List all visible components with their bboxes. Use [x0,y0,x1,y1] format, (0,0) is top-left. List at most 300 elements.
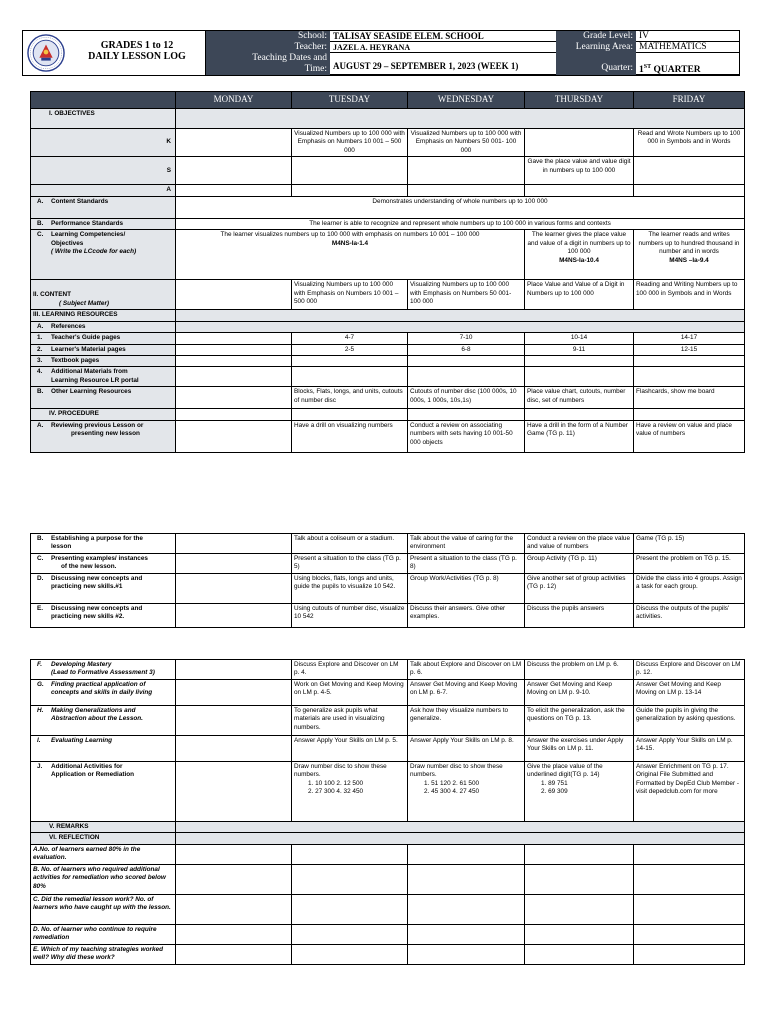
content-tuesday: Visualizing Numbers up to 100 000 with Emphasis on Numbers 10 001 – 500 000 [292,280,408,310]
additional-materials-line2: Learning Resource LR portal [51,376,139,384]
concepts-1-label [31,574,176,604]
s-friday [634,157,745,185]
competencies-label [31,230,176,280]
mastery-tuesday: Discuss Explore and Discover on LM p. 4. [292,660,408,680]
learning-resources-row [31,310,745,321]
additional-materials-number: 4. [37,368,43,376]
additional-activities-row [31,762,745,822]
reflection-b-tuesday [292,864,408,894]
references-row [31,321,745,332]
review-label [31,420,176,452]
lm-friday: 12-15 [634,344,745,355]
quarter-number: 1 [639,65,644,76]
reflection-d-thursday [525,924,634,944]
concepts-2-monday [176,604,292,628]
reflection-a-wednesday [408,844,525,864]
concepts-1-letter: D. [37,575,44,582]
additional-activities-wednesday-item2: 2. 45 300 4. 27 450 [424,788,480,796]
additional-activities-wednesday [408,762,525,822]
procedure-row [31,409,745,420]
competency-friday [634,230,745,280]
generalization-wednesday: Ask how they visualize numbers to generalize. [408,706,525,736]
mastery-wednesday: Talk about Explore and Discover on LM p. 6. [408,660,525,680]
content-friday: Reading and Writing Numbers up to 100 000 in Symbols and in Words [634,280,745,310]
learning-area-label: Learning Area: [556,42,636,53]
tg-tuesday: 4-7 [292,333,408,344]
examples-line2: of the new lesson. [61,563,117,571]
performance-standards-label [31,218,176,229]
reflection-a-label: A.No. of learners earned 80% in the evaluation. [31,844,176,864]
learners-material-label [31,344,176,355]
application-wednesday: Answer Get Moving and Keep Moving on LM p. 6-7. [408,680,525,706]
competency-thursday [525,230,634,280]
additional-activities-friday-note: Original File Submitted and Formatted by DepEd Club Member - visit depedclub.com for more [636,771,739,796]
day-friday: FRIDAY [634,92,745,109]
quarter-value [636,53,740,75]
mastery-friday: Discuss Explore and Discover on LM p. 12. [634,660,745,680]
content-label [31,280,176,310]
additional-activities-tuesday-item2: 2. 27 300 4. 32 450 [308,788,364,796]
tb-monday [176,355,292,366]
additional-activities-wednesday-text: Draw number disc to show these numbers. [410,763,503,779]
other-resources-title: Other Learning Resources [51,388,132,396]
other-resources-row [31,387,745,409]
reflection-e-label: E. Which of my teaching strategies worked well? Why did these work? [31,944,176,964]
objective-k-label: K [31,128,176,156]
reflection-d-wednesday [408,924,525,944]
purpose-wednesday: Talk about the value of caring for the environment [408,534,525,554]
learning-resources-fill [176,310,745,321]
remarks-row [31,822,745,833]
examples-tuesday: Present a situation to the class (TG p. 5) [292,554,408,574]
additional-activities-letter: J. [37,763,43,770]
competencies-letter: C. [37,231,44,239]
reflection-d-monday [176,924,292,944]
a-monday [176,185,292,196]
additional-materials-title [51,368,139,385]
reflection-row [31,833,745,844]
examples-monday [176,554,292,574]
objectives-heading: I. OBJECTIVES [31,108,176,128]
generalization-tuesday: To generalize ask pupils what materials are used in visualizing numbers. [292,706,408,736]
lesson-log-table-3 [30,659,745,965]
concepts-1-line2: practicing new skills.#1 [51,583,123,591]
additional-activities-tuesday [292,762,408,822]
content-standards-letter: A. [37,197,44,205]
learners-material-number: 2. [37,345,43,353]
examples-line1: Presenting examples/ instances [51,555,148,562]
concepts-2-label [31,604,176,628]
reflection-b-row [31,864,745,894]
reflection-b-friday [634,864,745,894]
review-row [31,420,745,452]
additional-activities-line2: Application or Remediation [51,771,135,779]
performance-standards-value: The learner is able to recognize and represent whole numbers up to 100 000 in various forms and contexts [176,218,745,229]
objective-s-row [31,157,745,185]
content-wednesday: Visualizing Numbers up to 100 000 with Emphasis on Numbers 50 001- 100 000 [408,280,525,310]
teacher-label: Teacher: [206,42,330,53]
application-thursday: Answer Get Moving and Keep Moving on LM p. 9-10. [525,680,634,706]
teachers-guide-row [31,333,745,344]
dates-label-line2: Time: [304,64,327,74]
tb-tuesday [292,355,408,366]
examples-wednesday: Present a situation to the class (TG p. 8) [408,554,525,574]
evaluation-label [31,736,176,762]
additional-activities-thursday-item2: 2. 69 309 [541,788,568,796]
reflection-a-thursday [525,844,634,864]
day-tuesday: TUESDAY [292,92,408,109]
other-resources-letter: B. [37,388,44,396]
a-thursday [525,185,634,196]
reflection-c-friday [634,894,745,924]
proc-thursday [525,409,634,420]
content-monday [176,280,292,310]
concepts-2-friday: Discuss the outputs of the pupils' activities. [634,604,745,628]
examples-row [31,554,745,574]
title-daily-lesson-log: DAILY LESSON LOG [88,51,186,62]
mastery-row [31,660,745,680]
concepts-2-tuesday: Using cutouts of number disc, visualize 10 542 [292,604,408,628]
objectives-fill [176,108,745,128]
purpose-title [51,535,143,552]
objective-a-label: A [31,185,176,196]
concepts-2-line2: practicing new skills #2. [51,613,125,621]
objective-k-row [31,128,745,156]
examples-friday: Present the problem on TG p. 15. [634,554,745,574]
other-resources-label [31,387,176,409]
concepts-2-letter: E. [37,605,44,612]
additional-activities-friday [634,762,745,822]
content-standards-value: Demonstrates understanding of whole numbers up to 100 000 [176,196,745,218]
reflection-c-monday [176,894,292,924]
performance-standards-letter: B. [37,219,44,227]
review-wednesday: Conduct a review on associating numbers with sets having 10 001-50 000 objects [408,420,525,452]
reflection-e-thursday [525,944,634,964]
reflection-e-wednesday [408,944,525,964]
competencies-line3: ( Write the LCcode for each) [51,248,137,256]
lm-tuesday: 2-5 [292,344,408,355]
k-monday [176,128,292,156]
objective-a-row [31,185,745,196]
lm-monday [176,344,292,355]
content-thursday: Place Value and Value of a Digit in Numbers up to 100 000 [525,280,634,310]
competency-mon-wed-code: M4NS-Ia-1.4 [331,239,369,247]
mastery-letter: F. [37,661,42,668]
application-friday: Answer Get Moving and Keep Moving on LM p. 13-14 [634,680,745,706]
application-tuesday: Work on Get Moving and Keep Moving on LM p. 4-5. [292,680,408,706]
competency-mon-wed-text: The learner visualizes numbers up to 100 000 with emphasis on numbers 10 001 – 100 000 [220,231,480,239]
reflection-b-wednesday [408,864,525,894]
add-thursday [525,367,634,387]
examples-thursday: Group Activity (TG p. 11) [525,554,634,574]
additional-activities-friday-text: Answer Enrichment on TG p. 17. [636,763,729,770]
quarter-label: Quarter: [556,53,636,75]
proc-wednesday [408,409,525,420]
evaluation-title: Evaluating Learning [51,737,113,744]
reflection-b-thursday [525,864,634,894]
s-thursday: Gave the place value and value digit in numbers up to 100 000 [525,157,634,185]
reflection-e-tuesday [292,944,408,964]
procedure-heading: IV. PROCEDURE [31,409,176,420]
reflection-c-label: C. Did the remedial lesson work? No. of learners who have caught up with the lesson. [31,894,176,924]
competency-friday-text: The learner reads and writes numbers up to hundred thousand in number and in words [638,231,740,256]
day-header-row [31,92,745,109]
content-standards-title: Content Standards [51,197,109,205]
reflection-b-monday [176,864,292,894]
grade-level-label: Grade Level: [556,31,636,42]
lm-wednesday: 6-8 [408,344,525,355]
review-tuesday: Have a drill on visualizing numbers [292,420,408,452]
s-wednesday [408,157,525,185]
reflection-a-tuesday [292,844,408,864]
learners-material-row [31,344,745,355]
lesson-log-header [22,30,740,76]
tb-thursday [525,355,634,366]
dates-label [206,53,330,75]
mastery-line2: (Lead to Formative Assessment 3) [51,669,155,677]
reflection-a-monday [176,844,292,864]
textbook-number: 3. [37,356,43,364]
s-monday [176,157,292,185]
competencies-row [31,230,745,280]
other-thursday: Place value chart, cutouts, number disc, set of numbers [525,387,634,409]
additional-activities-thursday-text: Give the place value of the underlined digit(TG p. 14) [527,763,603,779]
additional-activities-thursday [525,762,634,822]
teacher-value: JAZEL A. HEYRANA [330,42,556,53]
references-title: References [51,322,86,330]
day-monday: MONDAY [176,92,292,109]
k-wednesday: Visualized Numbers up to 100 000 with Emphasis on Numbers 50 001- 100 000 [408,128,525,156]
lesson-log-table-2 [30,533,745,628]
additional-activities-monday [176,762,292,822]
additional-activities-line1: Additional Activities for [51,763,123,770]
proc-monday [176,409,292,420]
textbook-title: Textbook pages [51,356,100,364]
evaluation-letter: I. [37,737,41,744]
application-label [31,680,176,706]
application-row [31,680,745,706]
mastery-thursday: Discuss the problem on LM p. 6. [525,660,634,680]
additional-activities-tuesday-item1: 1. 10 100 2. 12 500 [308,779,364,787]
review-line1: Reviewing previous Lesson or [51,421,144,429]
content-standards-label [31,196,176,218]
concepts-1-row [31,574,745,604]
reflection-d-row [31,924,745,944]
competency-thursday-code: M4NS-Ia-10.4 [559,256,599,264]
generalization-row [31,706,745,736]
learning-area-value: MATHEMATICS [636,42,740,53]
purpose-tuesday: Talk about a coliseum or a stadium. [292,534,408,554]
concepts-1-line1: Discussing new concepts and [51,575,143,582]
purpose-line1: Establishing a purpose for the [51,535,143,542]
reflection-e-friday [634,944,745,964]
content-subheading: ( Subject Matter) [59,299,110,307]
dates-label-line1: Teaching Dates and [252,53,327,63]
application-letter: G. [37,681,44,688]
review-letter: A. [37,421,44,429]
reflection-c-wednesday [408,894,525,924]
school-value: TALISAY SEASIDE ELEM. SCHOOL [330,31,556,42]
generalization-thursday: To elicit the generalization, ask the questions on TG p. 13. [525,706,634,736]
concepts-2-line1: Discussing new concepts and [51,605,143,612]
a-wednesday [408,185,525,196]
purpose-line2: lesson [51,543,72,551]
examples-letter: C. [37,555,44,562]
lm-thursday: 9-11 [525,344,634,355]
objective-s-label: S [31,157,176,185]
competency-mon-wed [176,230,525,280]
competencies-title [51,231,136,256]
performance-standards-row [31,218,745,229]
competency-thursday-text: The learner gives the place value and value of a digit in numbers up to 100 000 [527,231,631,256]
mastery-line1: Developing Mastery [51,661,112,668]
k-thursday [525,128,634,156]
review-line2: presenting new lesson [71,430,140,438]
title-grades: GRADES 1 to 12 [100,40,174,51]
s-tuesday [292,157,408,185]
additional-activities-wednesday-item1: 1. 51 120 2. 61 500 [424,779,480,787]
tb-wednesday [408,355,525,366]
review-title [51,422,143,439]
application-title [51,681,152,698]
concepts-2-row [31,604,745,628]
competencies-line2: Objectives [51,239,84,247]
textbook-row [31,355,745,366]
evaluation-friday: Answer Apply Your Skills on LM p. 14-15. [634,736,745,762]
remarks-heading: V. REMARKS [31,822,176,833]
concepts-1-tuesday: Using blocks, flats, longs and units, guide the pupils to visualize 10 542. [292,574,408,604]
purpose-label [31,534,176,554]
additional-materials-line1: Additional Materials from [51,368,128,376]
references-fill [176,321,745,332]
generalization-letter: H. [37,707,44,714]
reflection-d-label: D. No. of learner who continue to require remediation [31,924,176,944]
purpose-row [31,534,745,554]
concepts-1-friday: Divide the class into 4 groups. Assign a task for each group. [634,574,745,604]
lesson-log-table-1 [30,91,745,453]
reflection-fill [176,833,745,844]
reflection-a-friday [634,844,745,864]
additional-activities-tuesday-text: Draw number disc to show these numbers. [294,763,387,779]
competencies-line1: Learning Competencies/ [51,231,126,239]
teachers-guide-number: 1. [37,334,43,342]
tg-wednesday: 7-10 [408,333,525,344]
day-thursday: THURSDAY [525,92,634,109]
add-tuesday [292,367,408,387]
references-letter: A. [37,322,44,330]
reflection-heading: VI. REFLECTION [31,833,176,844]
competency-friday-code: M4NS –Ia-9.4 [669,256,709,264]
reflection-c-row [31,894,745,924]
concepts-1-wednesday: Group Work/Activities (TG p. 8) [408,574,525,604]
generalization-label [31,706,176,736]
a-tuesday [292,185,408,196]
remarks-fill [176,822,745,833]
concepts-1-thursday: Give another set of group activities (TG p. 12) [525,574,634,604]
evaluation-wednesday: Answer Apply Your Skills on LM p. 8. [408,736,525,762]
mastery-label [31,660,176,680]
concepts-2-title [51,605,142,622]
a-friday [634,185,745,196]
other-tuesday: Blocks, Flats, longs, and units, cutouts of number disc [292,387,408,409]
purpose-monday [176,534,292,554]
additional-materials-row [31,367,745,387]
content-standards-row [31,196,745,218]
examples-label [31,554,176,574]
review-thursday: Have a drill in the form of a Number Game (TG p. 11) [525,420,634,452]
reflection-d-friday [634,924,745,944]
additional-activities-thursday-item1: 1. 89 751 [541,779,568,787]
learning-resources-heading: III. LEARNING RESOURCES [31,310,176,321]
add-monday [176,367,292,387]
k-friday: Read and Wrote Numbers up to 100 000 in Symbols and in Words [634,128,745,156]
school-label: School: [206,31,330,42]
proc-friday [634,409,745,420]
dates-value: AUGUST 29 – SEPTEMBER 1, 2023 (WEEK 1) [330,53,556,75]
application-line1: Finding practical application of [51,681,146,688]
tg-monday [176,333,292,344]
other-friday: Flashcards, show me board [634,387,745,409]
other-wednesday: Cutouts of number disc (100 000s, 10 000s, 1 000s, 10s,1s) [408,387,525,409]
review-monday [176,420,292,452]
corner-cell [31,92,176,109]
application-line2: concepts and skills in daily living [51,689,153,697]
reflection-d-tuesday [292,924,408,944]
teachers-guide-label [31,333,176,344]
performance-standards-title: Performance Standards [51,219,124,227]
tg-thursday: 10-14 [525,333,634,344]
review-friday: Have a review on value and place value of numbers [634,420,745,452]
title-block [23,31,206,75]
objectives-row [31,108,745,128]
add-friday [634,367,745,387]
other-monday [176,387,292,409]
content-heading: II. CONTENT [33,291,71,299]
tg-friday: 14-17 [634,333,745,344]
mastery-title [51,661,155,678]
learners-material-title: Learner's Material pages [51,345,126,353]
additional-activities-title [51,763,134,780]
generalization-title [51,707,143,724]
day-wednesday: WEDNESDAY [408,92,525,109]
evaluation-monday [176,736,292,762]
deped-seal-icon [27,34,65,72]
grade-level-value: IV [636,31,740,42]
proc-tuesday [292,409,408,420]
generalization-friday: Guide the pupils in giving the generalization by asking questions. [634,706,745,736]
generalization-monday [176,706,292,736]
additional-activities-label [31,762,176,822]
purpose-friday: Game (TG p. 15) [634,534,745,554]
generalization-line2: Abstraction about the Lesson. [51,715,143,723]
mastery-monday [176,660,292,680]
generalization-line1: Making Generalizations and [51,707,136,714]
quarter-word: QUARTER [651,65,701,76]
additional-materials-label [31,367,176,387]
references-label [31,321,176,332]
evaluation-tuesday: Answer Apply Your Skills on LM p. 5. [292,736,408,762]
reflection-c-tuesday [292,894,408,924]
examples-title [51,555,148,572]
quarter-ordinal: ST [643,64,652,70]
concepts-1-title [51,575,142,592]
reflection-a-row [31,844,745,864]
add-wednesday [408,367,525,387]
reflection-e-monday [176,944,292,964]
reflection-b-label: B. No. of learners who required additional activities for remediation who scored below 80% [31,864,176,894]
concepts-1-monday [176,574,292,604]
content-row [31,280,745,310]
